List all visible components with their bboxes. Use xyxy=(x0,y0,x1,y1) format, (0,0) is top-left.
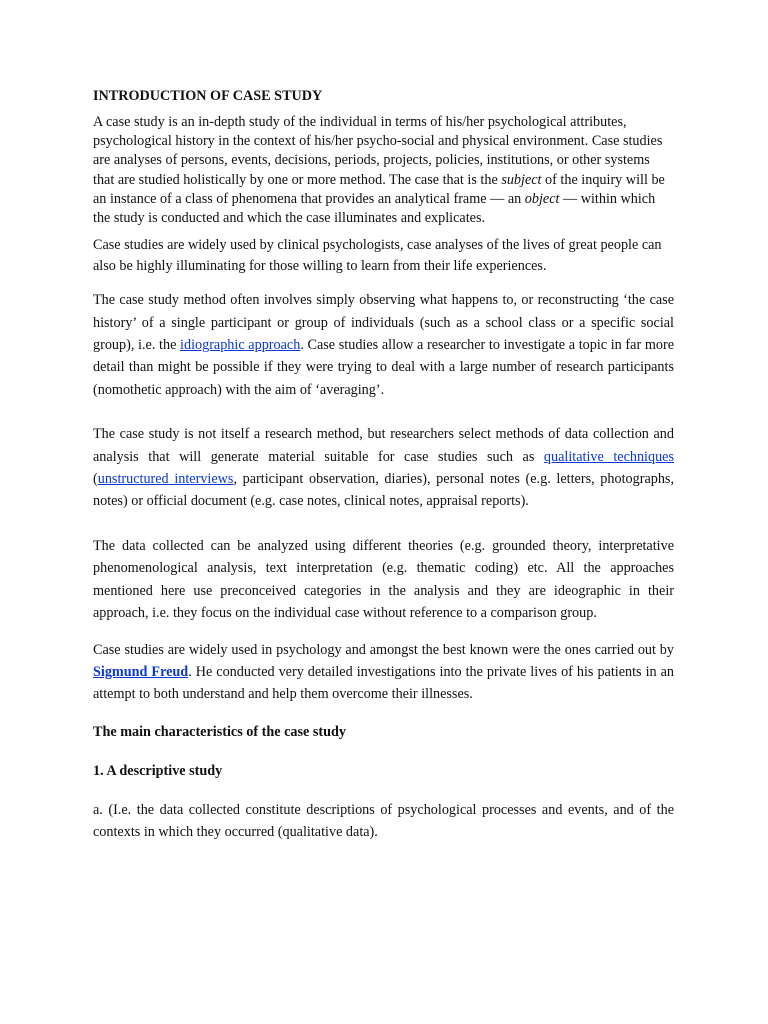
paragraph-freud-part-a: Case studies are widely used in psychology and amongst the best known were the ones carried out by xyxy=(93,641,674,658)
sigmund-freud-link[interactable]: Sigmund Freud xyxy=(93,663,189,680)
paragraph-method xyxy=(93,289,674,401)
paragraph-data-collection-part-b: ( xyxy=(93,471,98,488)
paragraph-data-collection-part-c: , participant observation, diaries), personal notes (e.g. letters, photographs, notes) or official document (e.g. case notes, clinical notes, appraisal reports). xyxy=(93,471,674,510)
unstructured-interviews-link[interactable]: unstructured interviews xyxy=(97,471,234,488)
paragraph-method-part-a: The case study method often involves simply observing what happens to, or reconstructing ‘the case history’ of a single participant or group of individuals (such as a school class or a specific social group), i.e. the xyxy=(93,292,674,354)
paragraph-freud-part-b: . He conducted very detailed investigations into the private lives of his patients in an attempt to both understand and help them overcome their illnesses. xyxy=(93,663,674,703)
paragraph-definition-part-b: of the inquiry will be an instance of a class of phenomena that provides an analytical frame — an xyxy=(93,171,665,207)
paragraph-definition xyxy=(93,113,674,228)
document-title: INTRODUCTION OF CASE STUDY xyxy=(93,88,323,104)
object-emphasis: object xyxy=(524,190,560,207)
subject-emphasis: subject xyxy=(501,171,542,188)
paragraph-descriptive: a. (I.e. the data collected constitute descriptions of psychological processes and events, and of the contexts in which they occurred (qualitative data). xyxy=(93,801,674,841)
paragraph-clinical-use: Case studies are widely used by clinical psychologists, case analyses of the lives of great people can also be highly illuminating for those willing to learn from their life experiences. xyxy=(93,237,662,274)
paragraph-freud xyxy=(93,639,674,706)
subsection-heading: 1. A descriptive study xyxy=(93,762,223,779)
paragraph-method-part-b: . Case studies allow a researcher to investigate a topic in far more detail than might be possible if they were trying to deal with a large number of research participants (nomothetic approach) with the aim of ‘averaging’. xyxy=(93,337,674,398)
qualitative-techniques-link[interactable]: qualitative techniques xyxy=(543,448,675,465)
idiographic-approach-link[interactable]: idiographic approach xyxy=(180,337,301,354)
paragraph-data-collection xyxy=(93,423,674,513)
document-page xyxy=(93,86,674,844)
paragraph-data-collection-part-a: The case study is not itself a research method, but researchers select methods of data collection and analysis that will generate material suitable for case studies such as xyxy=(93,426,674,465)
paragraph-analysis: The data collected can be analyzed using different theories (e.g. grounded theory, interpretative phenomenological analysis, text interpretation (e.g. thematic coding) etc. All the approaches mentioned here use preconceived categories in the analysis and they are ideographic in their approach, i.e. they focus on the individual case without reference to a comparison group. xyxy=(93,537,674,622)
paragraph-definition-part-a: A case study is an in-depth study of the individual in terms of his/her psychological attributes, psychological history in the context of his/her psycho-social and physical environment. Case studies are analyses of persons, events, decisions, periods, projects, policies, institutions, or other systems that are studied holistically by one or more method. The case that is the xyxy=(93,114,663,188)
section-heading: The main characteristics of the case study xyxy=(93,723,346,740)
paragraph-definition-part-c: — within which the study is conducted and which the case illuminates and explicates. xyxy=(93,190,656,227)
